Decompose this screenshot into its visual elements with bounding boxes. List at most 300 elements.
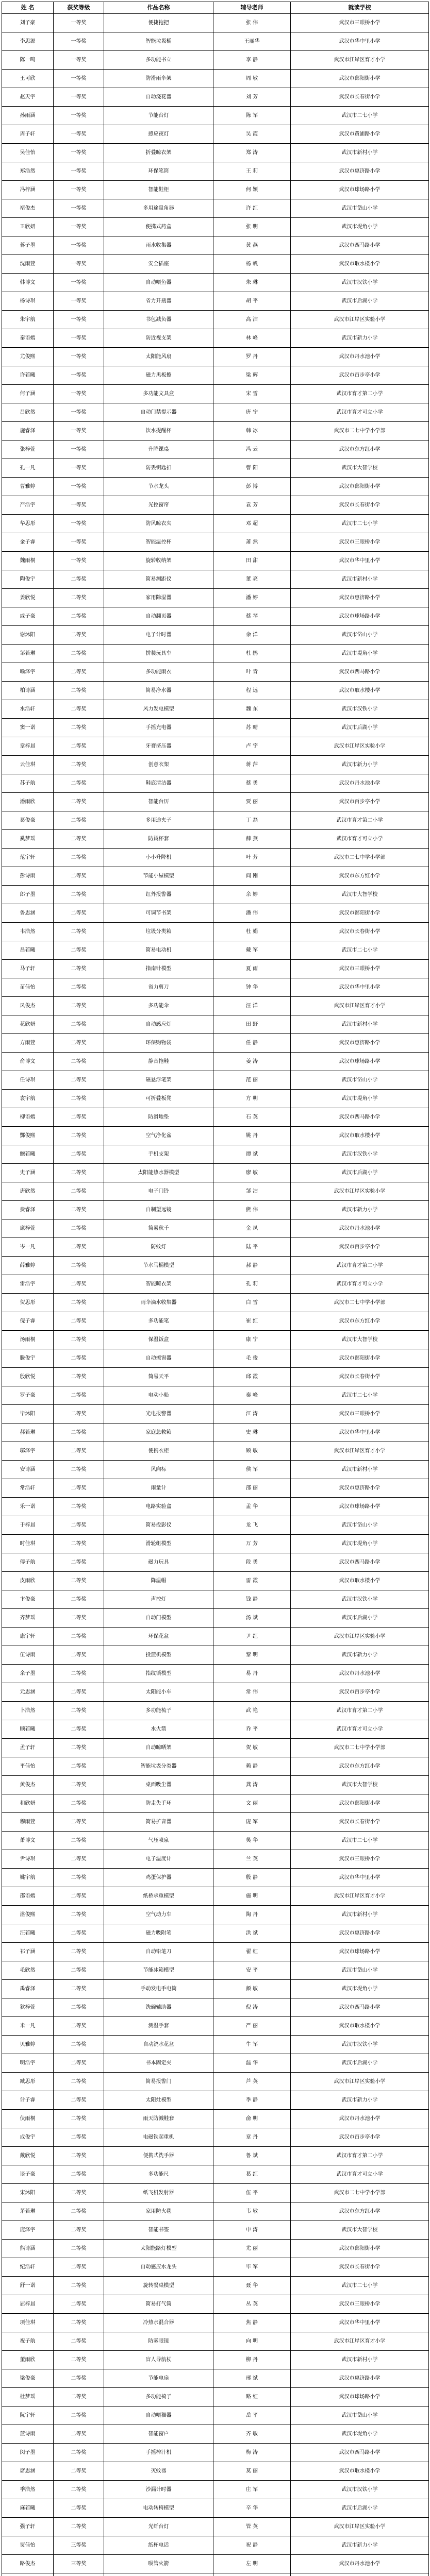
school-cell: 武汉市江岸区实验小学 <box>291 737 429 756</box>
award-level-cell: 一等奖 <box>54 478 104 496</box>
student-name-cell: 吕欣然 <box>2 403 54 422</box>
award-level-cell: 二等奖 <box>54 1015 104 1034</box>
student-name-cell: 黄俊杰 <box>2 1776 54 1794</box>
school-cell: 武汉市西马路小学 <box>291 663 429 682</box>
school-cell: 武汉市育才可立小学 <box>291 403 429 422</box>
tutor-cell: 董 亮 <box>213 570 291 589</box>
award-level-cell: 一等奖 <box>54 199 104 218</box>
award-level-cell: 二等奖 <box>54 2165 104 2184</box>
student-name-cell: 岑一凡 <box>2 1238 54 1257</box>
award-level-cell: 一等奖 <box>54 422 104 440</box>
award-level-cell: 二等奖 <box>54 1553 104 1572</box>
table-row <box>2 2444 429 2462</box>
student-name-cell: 倪子睿 <box>2 1312 54 1331</box>
school-cell: 武汉市岱山小学 <box>291 1961 429 1980</box>
tutor-cell: 邓 超 <box>213 515 291 533</box>
award-level-cell: 二等奖 <box>54 1108 104 1127</box>
school-cell: 武汉市华中里小学 <box>291 1869 429 1887</box>
table-row <box>2 1498 429 1516</box>
award-level-cell: 二等奖 <box>54 2406 104 2425</box>
student-name-cell: 臧思彤 <box>2 2073 54 2091</box>
tutor-cell: 许 红 <box>213 199 291 218</box>
tutor-cell: 严 丽 <box>213 2017 291 2036</box>
student-name-cell: 齐梦瑶 <box>2 1609 54 1628</box>
work-title-cell: 节水龙头 <box>104 478 213 496</box>
school-cell: 武汉市二七中学小学部 <box>291 849 429 867</box>
work-title-cell: 节能小屋模型 <box>104 867 213 886</box>
award-level-cell: 二等奖 <box>54 2295 104 2314</box>
school-cell: 武汉市三眼桥小学 <box>291 1405 429 1423</box>
award-level-cell: 二等奖 <box>54 626 104 645</box>
work-title-cell: 升降课桌 <box>104 440 213 459</box>
work-title-cell: 盲人导航杖 <box>104 2351 213 2369</box>
table-row <box>2 1127 429 1145</box>
student-name-cell: 狄梓萱 <box>2 1998 54 2017</box>
school-cell: 武汉市新村小学 <box>291 570 429 589</box>
tutor-cell: 何 颖 <box>213 181 291 199</box>
student-name-cell: 酆俊熙 <box>2 1127 54 1145</box>
table-row <box>2 904 429 923</box>
tutor-cell: 张 明 <box>213 218 291 236</box>
work-title-cell: 多用途量角器 <box>104 199 213 218</box>
school-cell: 武汉市西马路小学 <box>291 1998 429 2017</box>
student-name-cell: 乐一诺 <box>2 1498 54 1516</box>
school-cell: 武汉市丹水池小学 <box>291 348 429 366</box>
work-title-cell: 防雾眼镜 <box>104 2332 213 2351</box>
table-row <box>2 978 429 997</box>
tutor-cell: 丛 英 <box>213 2295 291 2314</box>
award-level-cell: 二等奖 <box>54 923 104 941</box>
student-name-cell: 谈子豪 <box>2 2165 54 2184</box>
table-row <box>2 1423 429 1442</box>
student-name-cell: 舒一诺 <box>2 2277 54 2295</box>
work-title-cell: 防滑地垫 <box>104 1108 213 1127</box>
award-level-cell: 一等奖 <box>54 533 104 552</box>
student-name-cell: 和欣妍 <box>2 1794 54 1813</box>
student-name-cell: 张梓萱 <box>2 440 54 459</box>
work-title-cell: 简易电动机 <box>104 941 213 960</box>
table-row <box>2 2388 429 2406</box>
tutor-cell: 伍 平 <box>213 2184 291 2202</box>
student-name-cell: 戴欣悦 <box>2 2147 54 2165</box>
student-name-cell: 顾若曦 <box>2 1720 54 1739</box>
table-row <box>2 348 429 366</box>
work-title-cell: 洗碗辅助器 <box>104 1998 213 2017</box>
school-cell: 武汉市鄱阳街小学 <box>291 2240 429 2258</box>
student-name-cell: 陶俊宇 <box>2 570 54 589</box>
award-level-cell: 二等奖 <box>54 774 104 793</box>
tutor-cell: 熊 伟 <box>213 1201 291 1219</box>
table-row <box>2 1386 429 1405</box>
table-row <box>2 478 429 496</box>
student-name-cell: 成俊宇 <box>2 2128 54 2147</box>
tutor-cell: 韩 冰 <box>213 422 291 440</box>
work-title-cell: 纸飞机发射器 <box>104 2184 213 2202</box>
school-cell: 武汉市西马路小学 <box>291 1108 429 1127</box>
table-row <box>2 1943 429 1961</box>
student-name-cell: 康宇轩 <box>2 1628 54 1646</box>
student-name-cell: 尹诗琪 <box>2 1850 54 1869</box>
work-title-cell: 节水马桶模型 <box>104 1257 213 1275</box>
table-row <box>2 589 429 607</box>
award-level-cell: 一等奖 <box>54 181 104 199</box>
school-cell: 武汉市育才可立小学 <box>291 2165 429 2184</box>
school-cell: 武汉市西马路小学 <box>291 236 429 255</box>
student-name-cell: 元思涵 <box>2 1683 54 1702</box>
work-title-cell: 磁力玩具 <box>104 1553 213 1572</box>
table-row <box>2 533 429 552</box>
student-name-cell: 谢沐阳 <box>2 626 54 645</box>
school-cell: 武汉市惠济路小学 <box>291 1034 429 1053</box>
school-cell: 武汉市长春街小学 <box>291 496 429 515</box>
school-cell: 武汉市西马路小学 <box>291 1553 429 1572</box>
award-level-cell: 二等奖 <box>54 978 104 997</box>
work-title-cell: 自动擦窗器 <box>104 1349 213 1368</box>
student-name-cell: 梁俊豪 <box>2 2369 54 2388</box>
table-row <box>2 1090 429 1108</box>
tutor-cell: 胡 平 <box>213 292 291 311</box>
award-level-cell: 二等奖 <box>54 1201 104 1219</box>
award-level-cell: 二等奖 <box>54 737 104 756</box>
student-name-cell: 卫欣妍 <box>2 218 54 236</box>
school-cell: 武汉市东方红小学 <box>291 1312 429 1331</box>
table-row <box>2 2351 429 2369</box>
school-cell: 武汉市新力小学 <box>291 1646 429 1665</box>
table-row <box>2 2110 429 2128</box>
table-row <box>2 1794 429 1813</box>
student-name-cell: 汤雨桐 <box>2 1331 54 1349</box>
tutor-cell: 潘 伟 <box>213 904 291 923</box>
tutor-cell: 叶 芳 <box>213 849 291 867</box>
table-row <box>2 2314 429 2332</box>
student-name-cell: 蓝诗雨 <box>2 2425 54 2444</box>
student-name-cell: 宋沐阳 <box>2 2184 54 2202</box>
student-name-cell: 昌若曦 <box>2 941 54 960</box>
student-name-cell: 陈一鸣 <box>2 51 54 70</box>
award-level-cell: 二等奖 <box>54 2314 104 2332</box>
school-cell: 武汉市鄱阳街小学 <box>291 478 429 496</box>
school-cell: 武汉市百步亭小学 <box>291 793 429 811</box>
student-name-cell: 冯梓涵 <box>2 181 54 199</box>
school-cell: 武汉市鄱阳街小学 <box>291 70 429 88</box>
work-title-cell: 吸管火箭 <box>104 2555 213 2573</box>
work-title-cell: 多功能梳子 <box>104 1702 213 1720</box>
award-level-cell: 一等奖 <box>54 236 104 255</box>
tutor-cell: 冯 云 <box>213 440 291 459</box>
award-level-cell: 二等奖 <box>54 960 104 978</box>
work-title-cell: 家庭急救箱 <box>104 1423 213 1442</box>
table-row <box>2 1182 429 1201</box>
student-name-cell: 禹睿泽 <box>2 1980 54 1998</box>
award-level-cell: 一等奖 <box>54 32 104 51</box>
work-title-cell: 手机支架 <box>104 1145 213 1164</box>
tutor-cell: 倪 涛 <box>213 1998 291 2017</box>
school-cell: 武汉市大智学校 <box>291 459 429 478</box>
work-title-cell: 智能窗户 <box>104 2425 213 2444</box>
table-row <box>2 1609 429 1628</box>
school-cell: 武汉市三眼桥小学 <box>291 14 429 32</box>
student-name-cell: 严浩宇 <box>2 496 54 515</box>
award-level-cell: 一等奖 <box>54 88 104 107</box>
tutor-cell: 侯 军 <box>213 1461 291 1479</box>
student-name-cell: 毕沐阳 <box>2 1405 54 1423</box>
table-row <box>2 682 429 700</box>
school-cell: 武汉市汉铁小学 <box>291 274 429 292</box>
work-title-cell: 多功能文具盒 <box>104 385 213 403</box>
table-row <box>2 645 429 663</box>
tutor-cell: 祝 静 <box>213 2536 291 2555</box>
work-title-cell: 光纤台灯 <box>104 2518 213 2536</box>
work-title-cell: 雨水收集器 <box>104 236 213 255</box>
tutor-cell: 常 伟 <box>213 1683 291 1702</box>
student-name-cell: 邵语嫣 <box>2 1887 54 1906</box>
tutor-cell: 刘 芳 <box>213 88 291 107</box>
student-name-cell: 席思涵 <box>2 2462 54 2481</box>
school-cell: 武汉市华中里小学 <box>291 2314 429 2332</box>
award-level-cell: 二等奖 <box>54 2073 104 2091</box>
work-title-cell: 智能晾衣架 <box>104 1275 213 1294</box>
tutor-cell: 葛 红 <box>213 2165 291 2184</box>
tutor-cell: 尹 红 <box>213 1628 291 1646</box>
tutor-cell: 夏 雨 <box>213 960 291 978</box>
work-title-cell: 饮水提醒杯 <box>104 422 213 440</box>
award-level-cell: 二等奖 <box>54 2444 104 2462</box>
tutor-cell: 余 婷 <box>213 886 291 904</box>
student-name-cell: 赵天宇 <box>2 88 54 107</box>
student-name-cell: 湛俊熙 <box>2 1906 54 1924</box>
tutor-cell: 武 艳 <box>213 1702 291 1720</box>
tutor-cell: 田 野 <box>213 1015 291 1034</box>
school-cell: 武汉市二七小学 <box>291 1386 429 1405</box>
table-row <box>2 2073 429 2091</box>
tutor-cell: 阎 刚 <box>213 867 291 886</box>
table-row <box>2 756 429 774</box>
work-title-cell: 自动翻页器 <box>104 607 213 626</box>
work-title-cell: 电子门铃 <box>104 1182 213 1201</box>
student-name-cell: 时佳琪 <box>2 1535 54 1553</box>
table-row <box>2 2462 429 2481</box>
award-level-cell: 一等奖 <box>54 274 104 292</box>
work-title-cell: 可折叠板凳 <box>104 1090 213 1108</box>
school-cell: 武汉市后湖小学 <box>291 2499 429 2518</box>
table-row <box>2 2128 429 2147</box>
table-row <box>2 2240 429 2258</box>
student-name-cell: 强子轩 <box>2 2518 54 2536</box>
award-level-cell: 三等奖 <box>54 2555 104 2573</box>
award-level-cell: 二等奖 <box>54 682 104 700</box>
table-row <box>2 1015 429 1034</box>
award-level-cell: 二等奖 <box>54 1702 104 1720</box>
student-name-cell: 庞泽宇 <box>2 2221 54 2240</box>
table-row <box>2 1924 429 1943</box>
tutor-cell: 蔡 琴 <box>213 607 291 626</box>
award-level-cell: 二等奖 <box>54 1275 104 1294</box>
table-row <box>2 1219 429 1238</box>
work-title-cell: 简易天平 <box>104 1368 213 1386</box>
award-level-cell: 二等奖 <box>54 1498 104 1516</box>
student-name-cell: 蒋子墨 <box>2 236 54 255</box>
header-school: 就读学校 <box>291 2 429 14</box>
work-title-cell: 空气净化盆 <box>104 1127 213 1145</box>
work-title-cell: 测温手套 <box>104 2017 213 2036</box>
tutor-cell: 白 雪 <box>213 1294 291 1312</box>
tutor-cell: 钟 华 <box>213 978 291 997</box>
student-name-cell: 邹若琳 <box>2 645 54 663</box>
student-name-cell: 项佳琪 <box>2 2314 54 2332</box>
tutor-cell: 姜 涛 <box>213 1053 291 1071</box>
table-row <box>2 162 429 181</box>
award-level-cell: 二等奖 <box>54 2221 104 2240</box>
tutor-cell: 杜 鹃 <box>213 645 291 663</box>
award-level-cell: 二等奖 <box>54 830 104 849</box>
work-title-cell: 防滑雨伞架 <box>104 70 213 88</box>
work-title-cell: 光电报警器 <box>104 1405 213 1423</box>
tutor-cell: 齐 敏 <box>213 2425 291 2444</box>
work-title-cell: 自动铅笔刀 <box>104 1943 213 1961</box>
table-row <box>2 1108 429 1127</box>
tutor-cell: 崔 红 <box>213 1312 291 1331</box>
work-title-cell: 沙漏计时器 <box>104 2481 213 2499</box>
work-title-cell: 家用防火毯 <box>104 2202 213 2221</box>
table-row <box>2 1628 429 1646</box>
table-row <box>2 811 429 830</box>
award-level-cell: 二等奖 <box>54 1294 104 1312</box>
school-cell: 武汉市西马路小学 <box>291 2444 429 2462</box>
tutor-cell: 袁 芳 <box>213 496 291 515</box>
school-cell: 武汉市长春街小学 <box>291 88 429 107</box>
student-name-cell: 云佳琪 <box>2 756 54 774</box>
school-cell: 武汉市东方红小学 <box>291 867 429 886</box>
award-level-cell: 二等奖 <box>54 2128 104 2147</box>
tutor-cell: 陈 军 <box>213 107 291 125</box>
student-name-cell: 杜梦瑶 <box>2 2388 54 2406</box>
table-row <box>2 1331 429 1349</box>
tutor-cell: 石 英 <box>213 1108 291 1127</box>
student-name-cell: 董雨欣 <box>2 2351 54 2369</box>
table-row <box>2 867 429 886</box>
student-name-cell: 麻若曦 <box>2 2499 54 2518</box>
student-name-cell: 花欣妍 <box>2 1015 54 1034</box>
work-title-cell: 智能书签 <box>104 2221 213 2240</box>
student-name-cell: 明浩宇 <box>2 2054 54 2073</box>
tutor-cell: 秦 峰 <box>213 1386 291 1405</box>
table-row <box>2 663 429 682</box>
student-name-cell: 贾佳怡 <box>2 2536 54 2555</box>
table-row <box>2 32 429 51</box>
table-row <box>2 2481 429 2499</box>
school-cell: 武汉市鄱阳街小学 <box>291 904 429 923</box>
table-row <box>2 2499 429 2518</box>
work-title-cell: 鸡蛋保护器 <box>104 1869 213 1887</box>
award-level-cell: 二等奖 <box>54 700 104 719</box>
school-cell: 武汉市江岸区实验小学 <box>291 2518 429 2536</box>
header-work-title: 作品名称 <box>104 2 213 14</box>
header-award-level: 获奖等级 <box>54 2 104 14</box>
award-level-cell: 二等奖 <box>54 2091 104 2110</box>
work-title-cell: 太阳能热水器模型 <box>104 1164 213 1182</box>
table-row <box>2 422 429 440</box>
table-row <box>2 2184 429 2202</box>
school-cell: 武汉市汉铁小学 <box>291 2481 429 2499</box>
table-row <box>2 1887 429 1906</box>
school-cell: 武汉市华中里小学 <box>291 978 429 997</box>
award-roster-table <box>2 2 429 2576</box>
school-cell: 武汉市球场路小学 <box>291 1943 429 1961</box>
school-cell: 武汉市江岸区实验小学 <box>291 311 429 329</box>
tutor-cell: 林 峰 <box>213 329 291 348</box>
table-row <box>2 1906 429 1924</box>
table-row <box>2 14 429 32</box>
award-level-cell: 二等奖 <box>54 1331 104 1349</box>
school-cell: 武汉市江岸区育才小学 <box>291 997 429 1015</box>
award-level-cell: 二等奖 <box>54 1665 104 1683</box>
table-row <box>2 292 429 311</box>
tutor-cell: 颜 敏 <box>213 1980 291 1998</box>
table-row <box>2 403 429 422</box>
tutor-cell: 贺 敏 <box>213 1739 291 1757</box>
award-level-cell: 二等奖 <box>54 1628 104 1646</box>
work-title-cell: 太阳能小车 <box>104 1683 213 1702</box>
award-level-cell: 二等奖 <box>54 1516 104 1535</box>
award-level-cell: 二等奖 <box>54 849 104 867</box>
student-name-cell: 范宇轩 <box>2 849 54 867</box>
student-name-cell: 袁宇航 <box>2 1090 54 1108</box>
school-cell: 武汉市惠济路小学 <box>291 1479 429 1498</box>
tutor-cell: 柳 丹 <box>213 2351 291 2369</box>
work-title-cell: 电磁铁起重机 <box>104 2128 213 2147</box>
student-name-cell: 费睿泽 <box>2 1201 54 1219</box>
work-title-cell: 手摇充电器 <box>104 719 213 737</box>
table-row <box>2 1832 429 1850</box>
work-title-cell: 指南针模型 <box>104 960 213 978</box>
tutor-cell: 黎 明 <box>213 1646 291 1665</box>
tutor-cell: 田 甜 <box>213 552 291 570</box>
tutor-cell: 梁 辉 <box>213 366 291 385</box>
award-level-cell: 二等奖 <box>54 1442 104 1461</box>
table-row <box>2 1442 429 1461</box>
tutor-cell: 韦 敏 <box>213 2202 291 2221</box>
student-name-cell: 屈梓晨 <box>2 2295 54 2314</box>
work-title-cell: 简易报警门 <box>104 2073 213 2091</box>
student-name-cell: 殷欣悦 <box>2 1368 54 1386</box>
student-name-cell: 施睿泽 <box>2 422 54 440</box>
work-title-cell: 防近视支架 <box>104 329 213 348</box>
table-row <box>2 607 429 626</box>
table-row <box>2 366 429 385</box>
award-level-cell: 二等奖 <box>54 719 104 737</box>
work-title-cell: 折叠晾衣架 <box>104 144 213 162</box>
student-name-cell: 路俊杰 <box>2 2555 54 2573</box>
table-row <box>2 125 429 144</box>
work-title-cell: 磁力黑板擦 <box>104 366 213 385</box>
work-title-cell: 环保笔筒 <box>104 162 213 181</box>
school-cell: 武汉市大智学校 <box>291 886 429 904</box>
tutor-cell: 范 丽 <box>213 1071 291 1090</box>
student-name-cell: 华思彤 <box>2 515 54 533</box>
student-name-cell: 王可欣 <box>2 70 54 88</box>
award-level-cell: 二等奖 <box>54 904 104 923</box>
award-level-cell: 二等奖 <box>54 1924 104 1943</box>
student-name-cell: 毛欣然 <box>2 1961 54 1980</box>
student-name-cell: 萧博文 <box>2 1832 54 1850</box>
school-cell: 武汉市华中里小学 <box>291 32 429 51</box>
work-title-cell: 节能电扇 <box>104 2369 213 2388</box>
award-level-cell: 二等奖 <box>54 1609 104 1628</box>
award-level-cell: 二等奖 <box>54 867 104 886</box>
student-name-cell: 方雨萱 <box>2 1034 54 1053</box>
award-level-cell: 一等奖 <box>54 552 104 570</box>
table-row <box>2 1071 429 1090</box>
